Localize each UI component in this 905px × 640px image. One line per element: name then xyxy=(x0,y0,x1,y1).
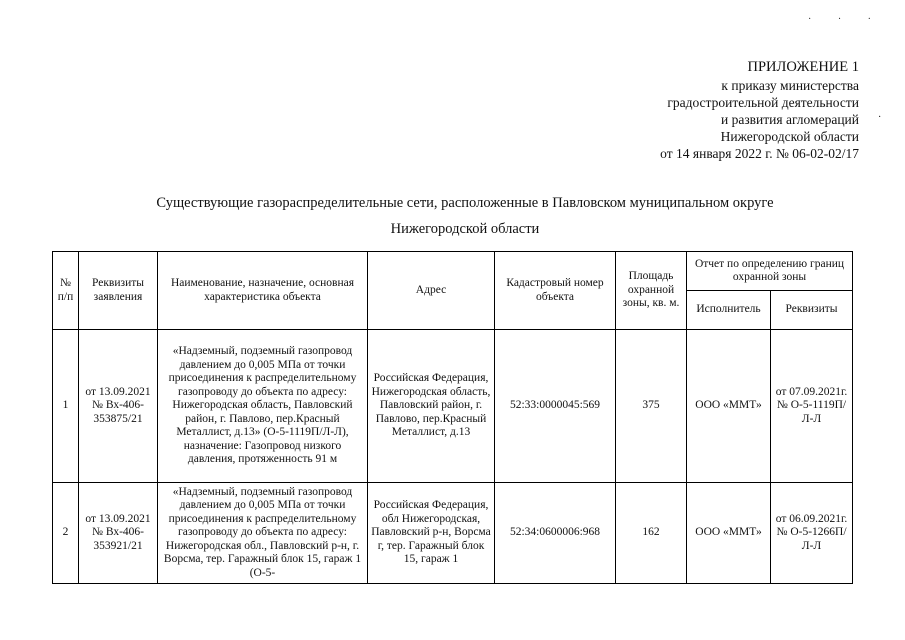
cell-requisites: от 07.09.2021г. № О-5-1119П/Л-Л xyxy=(771,330,853,483)
cell-cadastral: 52:34:0600006:968 xyxy=(495,483,616,584)
appendix-line: Нижегородской области xyxy=(720,129,859,144)
col-header-req: Реквизиты заявления xyxy=(79,252,158,330)
cell-executor: ООО «ММТ» xyxy=(687,330,771,483)
scan-dots: · · · xyxy=(808,14,883,25)
col-header-report: Отчет по определению границ охранной зоны xyxy=(687,252,853,291)
cell-name: «Надземный, подземный газопровод давлением до 0,005 МПа от точки присоединения к распределительному газопроводу до объекта по адресу: Нижегородская обл., Павловский р-н, г. Ворсма, тер. Гаражный блок 15, гараж 1 (О-5- xyxy=(158,483,368,584)
appendix-title: ПРИЛОЖЕНИЕ 1 xyxy=(747,59,859,75)
cell-requisites: от 06.09.2021г. № О-5-1266П/Л-Л xyxy=(771,483,853,584)
cell-address: Российская Федерация, Нижегородская область, Павловский район, г. Павлово, пер.Красный Металлист, д.13 xyxy=(368,330,495,483)
col-header-requisites: Реквизиты xyxy=(771,291,853,330)
document-title-line: Нижегородской области xyxy=(390,221,540,237)
gas-networks-table xyxy=(52,251,853,584)
appendix-line: и развития агломераций xyxy=(720,112,859,127)
scan-mark: · xyxy=(878,112,882,123)
cell-name: «Надземный, подземный газопровод давлением до 0,005 МПа от точки присоединения к распределительному газопроводу до объекта по адресу: Нижегородская область, Павловский район, г. Павлово, пер.Красный Металлист, д.13» (О-5-1119П/Л-Л), назначение: Газопровод низкого давления, протяженность 91 м xyxy=(158,330,368,483)
cell-executor: ООО «ММТ» xyxy=(687,483,771,584)
appendix-line: градостроительной деятельности xyxy=(667,95,859,110)
col-header-executor: Исполнитель xyxy=(687,291,771,330)
cell-num: 2 xyxy=(53,483,79,584)
col-header-num: № п/п xyxy=(53,252,79,330)
table-row xyxy=(53,483,853,584)
cell-req: от 13.09.2021 № Вх-406-353921/21 xyxy=(79,483,158,584)
col-header-name: Наименование, назначение, основная характеристика объекта xyxy=(158,252,368,330)
appendix-header xyxy=(499,59,859,162)
col-header-area: Площадь охранной зоны, кв. м. xyxy=(616,252,687,330)
appendix-line: к приказу министерства xyxy=(721,78,859,93)
document-title xyxy=(60,190,870,242)
appendix-line: от 14 января 2022 г. № 06-02-02/17 xyxy=(660,146,859,161)
cell-req: от 13.09.2021 № Вх-406-353875/21 xyxy=(79,330,158,483)
col-header-address: Адрес xyxy=(368,252,495,330)
cell-area: 375 xyxy=(616,330,687,483)
cell-area: 162 xyxy=(616,483,687,584)
cell-num: 1 xyxy=(53,330,79,483)
table-row xyxy=(53,330,853,483)
cell-address: Российская Федерация, обл Нижегородская, Павловский р-н, Ворсма г, тер. Гаражный блок 15, гараж 1 xyxy=(368,483,495,584)
col-header-cadastral: Кадастровый номер объекта xyxy=(495,252,616,330)
document-title-line: Существующие газораспределительные сети, расположенные в Павловском муниципальном округе xyxy=(156,195,774,211)
cell-cadastral: 52:33:0000045:569 xyxy=(495,330,616,483)
